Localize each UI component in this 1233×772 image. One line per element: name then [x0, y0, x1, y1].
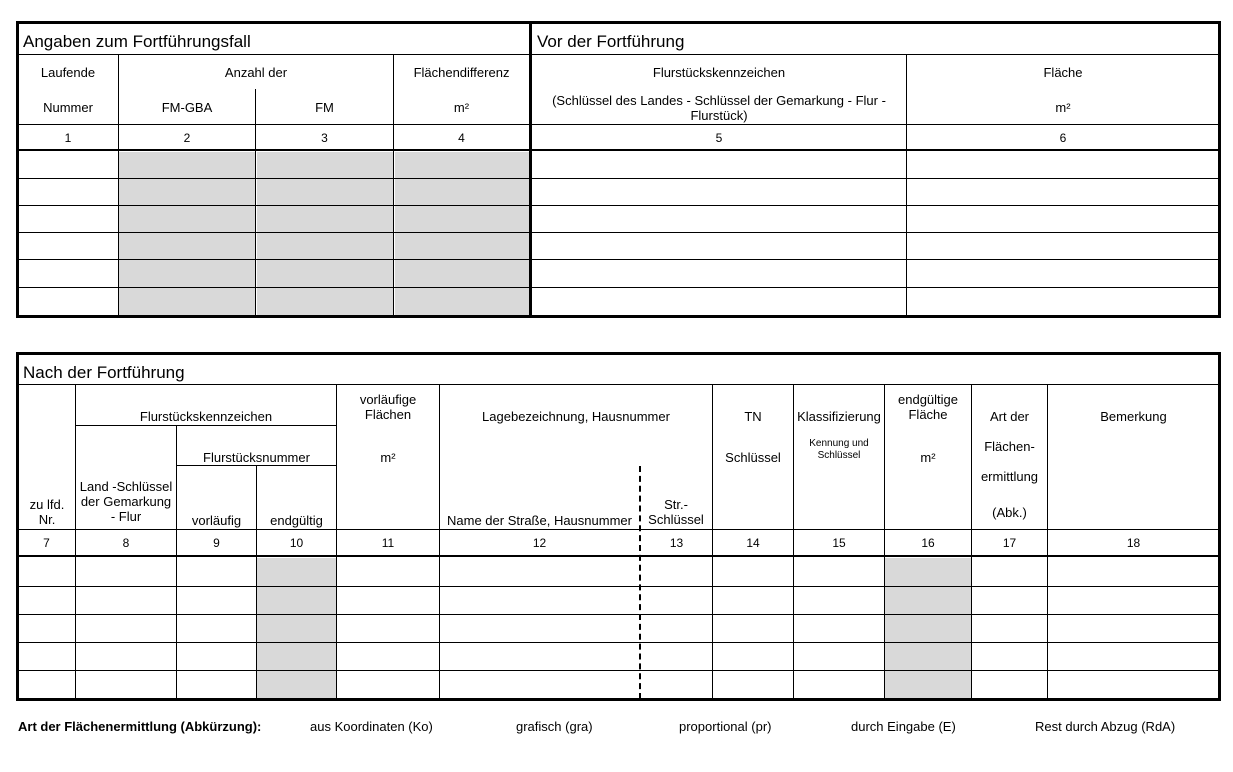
- legend-label: Art der Flächenermittlung (Abkürzung):: [18, 719, 262, 734]
- group-header-flurstuecksnummer: Flurstücksnummer: [203, 450, 310, 465]
- col16-header-unit: m²: [920, 450, 936, 465]
- col1-header-top: Laufende: [40, 65, 96, 80]
- column-number: 1: [64, 131, 72, 145]
- col8-header: Land -Schlüssel der Gemarkung - Flur: [79, 479, 173, 524]
- table2-line: [256, 465, 257, 699]
- legend-item: Rest durch Abzug (RdA): [1035, 719, 1176, 734]
- table2-line: [18, 384, 1219, 385]
- col17-header-line2: Flächen-: [984, 439, 1035, 454]
- column-number: 6: [1059, 131, 1067, 145]
- table2-line: [18, 614, 1219, 615]
- section-title-nach-fortfuehrung: Nach der Fortführung: [23, 363, 185, 382]
- table1-line: [18, 178, 1219, 179]
- col11-header: vorläufige Flächen: [359, 392, 417, 422]
- col5-header-top: Flurstückskennzeichen: [652, 65, 786, 80]
- table1-line: [906, 54, 907, 316]
- col9-header: vorläufig: [191, 513, 242, 528]
- table2-line: [18, 586, 1219, 587]
- table2-dashed-separator: [639, 466, 641, 699]
- col17-header-line4: (Abk.): [992, 505, 1027, 520]
- table1-line: [18, 232, 1219, 233]
- col10-header: endgültig: [270, 513, 323, 528]
- column-number: 15: [832, 536, 846, 550]
- col7-header: zu lfd. Nr.: [29, 497, 65, 527]
- col17-header-line3: ermittlung: [980, 469, 1039, 484]
- column-number: 11: [381, 536, 395, 550]
- col6-header-top: Fläche: [1043, 65, 1083, 80]
- group-header-flurstueckskennzeichen: Flurstückskennzeichen: [139, 409, 273, 424]
- table2-line: [75, 425, 337, 426]
- group-header-anzahl: Anzahl der: [224, 65, 288, 80]
- table1-line: [18, 124, 1219, 125]
- table2-line: [18, 642, 1219, 643]
- legend-item: proportional (pr): [679, 719, 772, 734]
- legend-item: aus Koordinaten (Ko): [310, 719, 433, 734]
- column-number: 2: [183, 131, 191, 145]
- table1-line: [393, 54, 394, 316]
- column-number: 9: [213, 536, 220, 550]
- column-number: 4: [458, 131, 465, 145]
- table2-line: [18, 529, 1219, 530]
- col14-header-bottom: Schlüssel: [725, 450, 781, 465]
- table1-line: [18, 287, 1219, 288]
- col14-header-top: TN: [744, 409, 762, 424]
- col4-header-unit: m²: [453, 100, 470, 115]
- table1-line: [118, 54, 119, 316]
- group-header-lagebezeichnung: Lagebezeichnung, Hausnummer: [482, 409, 670, 424]
- section-title-vor-fortfuehrung: Vor der Fortführung: [537, 32, 685, 51]
- col15-header-top: Klassifizierung: [797, 409, 881, 424]
- column-number: 7: [43, 536, 50, 550]
- column-number: 16: [921, 536, 935, 550]
- col11-header-unit: m²: [380, 450, 396, 465]
- col6-header-unit: m²: [1055, 100, 1071, 115]
- table1-line: [18, 205, 1219, 206]
- column-number: 10: [289, 536, 304, 550]
- column-number: 8: [122, 536, 130, 550]
- table1-line: [18, 54, 1219, 55]
- col18-header: Bemerkung: [1100, 409, 1167, 424]
- column-number: 3: [321, 131, 328, 145]
- table1-line: [18, 149, 1219, 151]
- legend-item: durch Eingabe (E): [851, 719, 956, 734]
- col1-header-bottom: Nummer: [43, 100, 93, 115]
- col4-header-top: Flächendifferenz: [413, 65, 510, 80]
- column-number: 17: [1002, 536, 1017, 550]
- column-number: 13: [669, 536, 684, 550]
- col12-header: Name der Straße, Hausnummer: [447, 513, 632, 528]
- col15-header-bottom: Kennung und Schlüssel: [809, 438, 869, 461]
- col2-header: FM-GBA: [161, 100, 213, 115]
- col13-header: Str.- Schlüssel: [648, 497, 704, 527]
- table1-line: [18, 259, 1219, 260]
- section-title-fortfuehrungsfall: Angaben zum Fortführungsfall: [23, 32, 251, 51]
- table2-line: [176, 425, 177, 699]
- table2-line: [18, 670, 1219, 671]
- legend-item: grafisch (gra): [516, 719, 593, 734]
- col16-header: endgültige Fläche: [898, 392, 958, 422]
- column-number: 5: [715, 131, 723, 145]
- col3-header: FM: [315, 100, 334, 115]
- col17-header-line1: Art der: [989, 409, 1029, 424]
- col5-header-bottom: (Schlüssel des Landes - Schlüssel der Gemarkung - Flur - Flurstück): [552, 93, 886, 123]
- column-number: 12: [532, 536, 547, 550]
- table2-line: [18, 555, 1219, 557]
- column-number: 18: [1126, 536, 1141, 550]
- column-number: 14: [746, 536, 760, 550]
- table1-line: [255, 89, 256, 316]
